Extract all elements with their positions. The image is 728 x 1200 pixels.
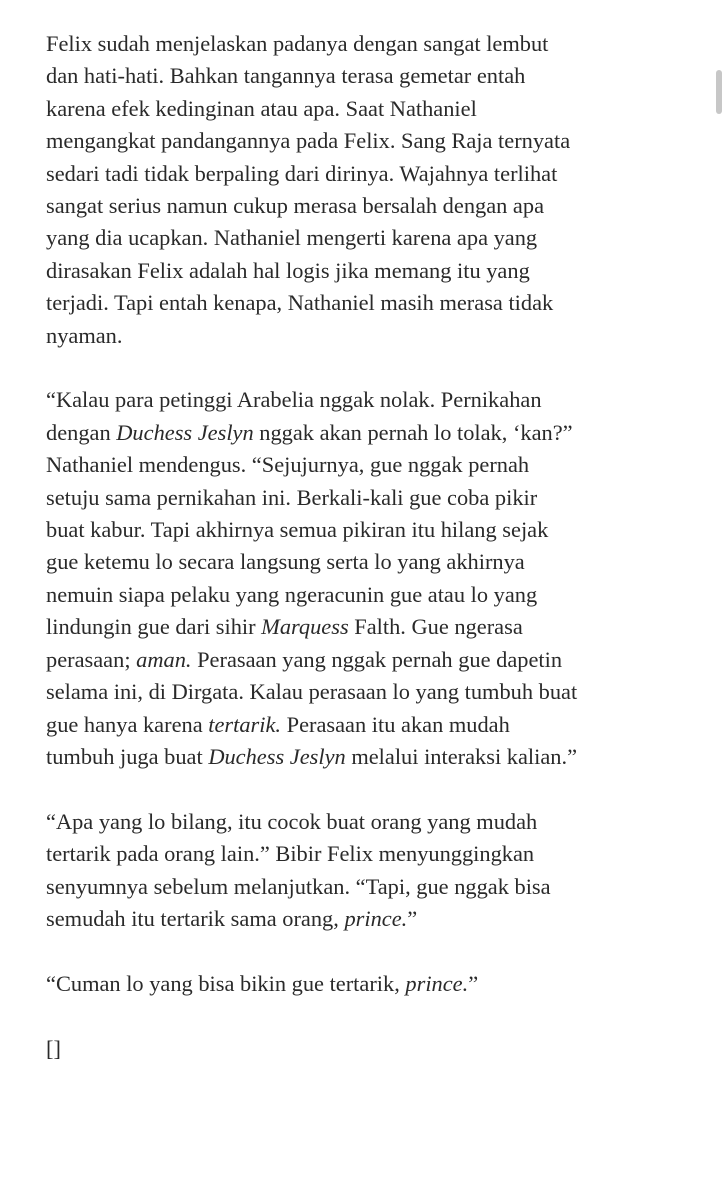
text-run: nemuin siapa pelaku yang ngeracunin gue atau lo yang	[46, 581, 538, 607]
text-run: lindungin gue dari sihir	[46, 614, 262, 640]
text-run: mengangkat pandangannya pada Felix. Sang Raja ternyata	[46, 128, 571, 154]
text-run: “Apa yang lo bilang, itu cocok buat orang yang mudah	[46, 808, 538, 834]
text-run: dan hati-hati. Bahkan tangannya terasa gemetar entah	[46, 63, 526, 89]
text-line	[46, 384, 696, 416]
text-run: Perasaan itu akan mudah	[281, 711, 510, 737]
scrollbar-thumb[interactable]	[716, 70, 722, 114]
text-run: dirasakan Felix adalah hal logis jika memang itu yang	[46, 257, 530, 283]
text-run: “Kalau para petinggi Arabelia nggak nolak. Pernikahan	[46, 387, 542, 413]
text-line	[46, 417, 696, 449]
text-run: Falth. Gue ngerasa	[348, 614, 523, 640]
text-line	[46, 28, 696, 60]
text-line	[46, 125, 696, 157]
paragraph	[46, 28, 696, 352]
text-run: semudah itu tertarik sama orang,	[46, 905, 345, 931]
text-line	[46, 222, 696, 254]
text-line	[46, 93, 696, 125]
text-line	[46, 709, 696, 741]
text-run: Felix sudah menjelaskan padanya dengan sangat lembut	[46, 31, 549, 56]
text-line	[46, 644, 696, 676]
text-run: dengan	[46, 419, 117, 445]
text-line	[46, 968, 696, 1000]
text-run: ”	[468, 970, 479, 996]
italic-text: prince.	[344, 905, 408, 931]
text-run: melalui interaksi kalian.”	[345, 743, 578, 769]
text-run: gue ketemu lo secara langsung serta lo yang akhirnya	[46, 549, 525, 575]
paragraph-list	[46, 28, 696, 1000]
italic-text: aman.	[136, 646, 192, 672]
text-line	[46, 579, 696, 611]
text-line	[46, 611, 696, 643]
text-run: yang dia ucapkan. Nathaniel mengerti karena apa yang	[46, 225, 538, 251]
text-line	[46, 287, 696, 319]
text-line	[46, 449, 696, 481]
text-run: tertarik pada orang lain.” Bibir Felix menyunggingkan	[46, 841, 535, 867]
text-line	[46, 903, 696, 935]
text-run: selama ini, di Dirgata. Kalau perasaan lo yang tumbuh buat	[46, 679, 578, 705]
text-run: perasaan;	[46, 646, 137, 672]
italic-text: prince.	[405, 970, 469, 996]
paragraph	[46, 968, 696, 1000]
end-mark: []	[46, 1035, 61, 1061]
italic-text: tertarik.	[208, 711, 282, 737]
text-line	[46, 514, 696, 546]
text-run: gue hanya karena	[46, 711, 209, 737]
text-line	[46, 482, 696, 514]
text-line	[46, 741, 696, 773]
text-run: ”	[407, 905, 418, 931]
text-line	[46, 60, 696, 92]
article-body	[46, 0, 696, 1065]
paragraph	[46, 384, 696, 773]
text-run: sedari tadi tidak berpaling dari dirinya. Wajahnya terlihat	[46, 160, 558, 186]
text-run: buat kabur. Tapi akhirnya semua pikiran itu hilang sejak	[46, 517, 549, 543]
text-run: senyumnya sebelum melanjutkan. “Tapi, gue nggak bisa	[46, 873, 551, 899]
text-run: setuju sama pernikahan ini. Berkali-kali gue coba pikir	[46, 484, 538, 510]
italic-text: Duchess Jeslyn	[116, 419, 254, 445]
text-line	[46, 158, 696, 190]
text-line	[46, 320, 696, 352]
text-line	[46, 190, 696, 222]
italic-text: Marquess	[261, 614, 349, 640]
text-line	[46, 546, 696, 578]
text-run: nyaman.	[46, 322, 123, 348]
text-run: terjadi. Tapi entah kenapa, Nathaniel masih merasa tidak	[46, 290, 554, 316]
text-run: Nathaniel mendengus. “Sejujurnya, gue nggak pernah	[46, 452, 530, 478]
text-run: tumbuh juga buat	[46, 743, 209, 769]
text-line	[46, 676, 696, 708]
text-line	[46, 871, 696, 903]
paragraph	[46, 806, 696, 936]
text-run: “Cuman lo yang bisa bikin gue tertarik,	[46, 970, 406, 996]
text-line	[46, 806, 696, 838]
text-line	[46, 838, 696, 870]
text-line	[46, 255, 696, 287]
text-run: nggak akan pernah lo tolak, ‘kan?”	[253, 419, 573, 445]
text-run: sangat serius namun cukup merasa bersalah dengan apa	[46, 193, 545, 219]
text-run: Perasaan yang nggak pernah gue dapetin	[191, 646, 563, 672]
text-run: karena efek kedinginan atau apa. Saat Nathaniel	[46, 95, 477, 121]
italic-text: Duchess Jeslyn	[208, 743, 346, 769]
